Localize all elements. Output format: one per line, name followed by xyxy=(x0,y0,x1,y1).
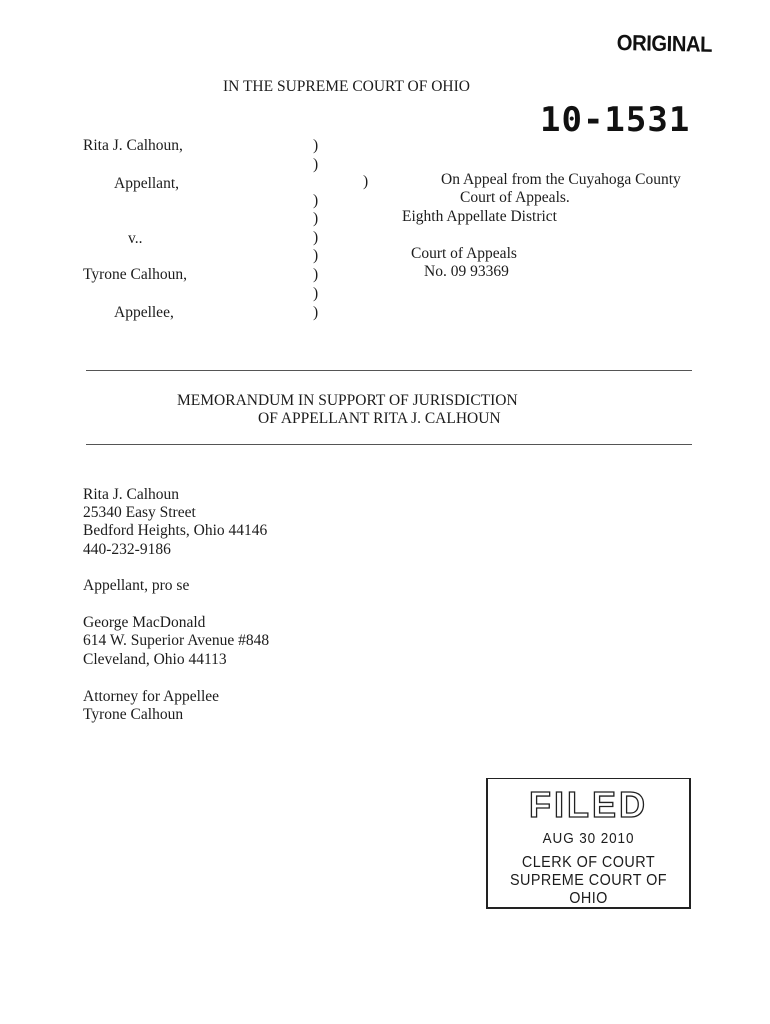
caption-paren: ) xyxy=(313,285,319,302)
court-title: IN THE SUPREME COURT OF OHIO xyxy=(223,78,470,95)
appellant-contact-phone: 440-232-9186 xyxy=(83,541,171,558)
attorney-name: George MacDonald xyxy=(83,614,206,631)
caption-paren: ) xyxy=(313,304,319,321)
attorney-street: 614 W. Superior Avenue #848 xyxy=(83,632,270,649)
attorney-city: Cleveland, Ohio 44113 xyxy=(83,651,227,668)
appeal-line-1: On Appeal from the Cuyahoga County xyxy=(441,171,681,188)
caption-paren: ) xyxy=(363,173,369,190)
filed-stamp xyxy=(486,778,691,909)
appeal-line-2: Court of Appeals. xyxy=(460,189,570,206)
attorney-role-line-2: Tyrone Calhoun xyxy=(83,706,184,723)
filed-stamp-word: FILED xyxy=(529,784,648,825)
appellant-role: Appellant, xyxy=(114,175,179,192)
appellee-name: Tyrone Calhoun, xyxy=(83,266,187,283)
filed-stamp-court: SUPREME COURT OF OHIO xyxy=(509,872,668,907)
original-stamp: ORIGINAL xyxy=(616,30,713,57)
appeal-line-5: No. 09 93369 xyxy=(424,263,509,280)
appeal-line-4: Court of Appeals xyxy=(411,245,517,262)
appellant-contact-name: Rita J. Calhoun xyxy=(83,486,180,503)
appellant-contact-role: Appellant, pro se xyxy=(83,577,190,594)
case-number: 10-1531 xyxy=(540,100,691,140)
appellant-contact-city: Bedford Heights, Ohio 44146 xyxy=(83,522,268,539)
caption-paren: ) xyxy=(313,266,319,283)
caption-paren: ) xyxy=(313,210,319,227)
caption-paren: ) xyxy=(313,229,319,246)
appeal-line-3: Eighth Appellate District xyxy=(402,208,557,225)
caption-paren: ) xyxy=(313,192,319,209)
caption-paren: ) xyxy=(313,156,319,173)
appellee-role: Appellee, xyxy=(114,304,174,321)
appellant-name: Rita J. Calhoun, xyxy=(83,137,183,154)
attorney-role-line-1: Attorney for Appellee xyxy=(83,688,220,705)
appellant-contact-street: 25340 Easy Street xyxy=(83,504,196,521)
memo-title-line-2: OF APPELLANT RITA J. CALHOUN xyxy=(258,410,501,427)
divider-top xyxy=(86,370,692,371)
filed-stamp-clerk: CLERK OF COURT xyxy=(521,854,656,871)
caption-paren: ) xyxy=(313,247,319,264)
caption-paren: ) xyxy=(313,137,319,154)
versus-label: v.. xyxy=(128,230,143,247)
memo-title-line-1: MEMORANDUM IN SUPPORT OF JURISDICTION xyxy=(177,392,518,409)
filed-stamp-date: AUG 30 2010 xyxy=(542,830,635,847)
divider-bottom xyxy=(86,444,692,445)
